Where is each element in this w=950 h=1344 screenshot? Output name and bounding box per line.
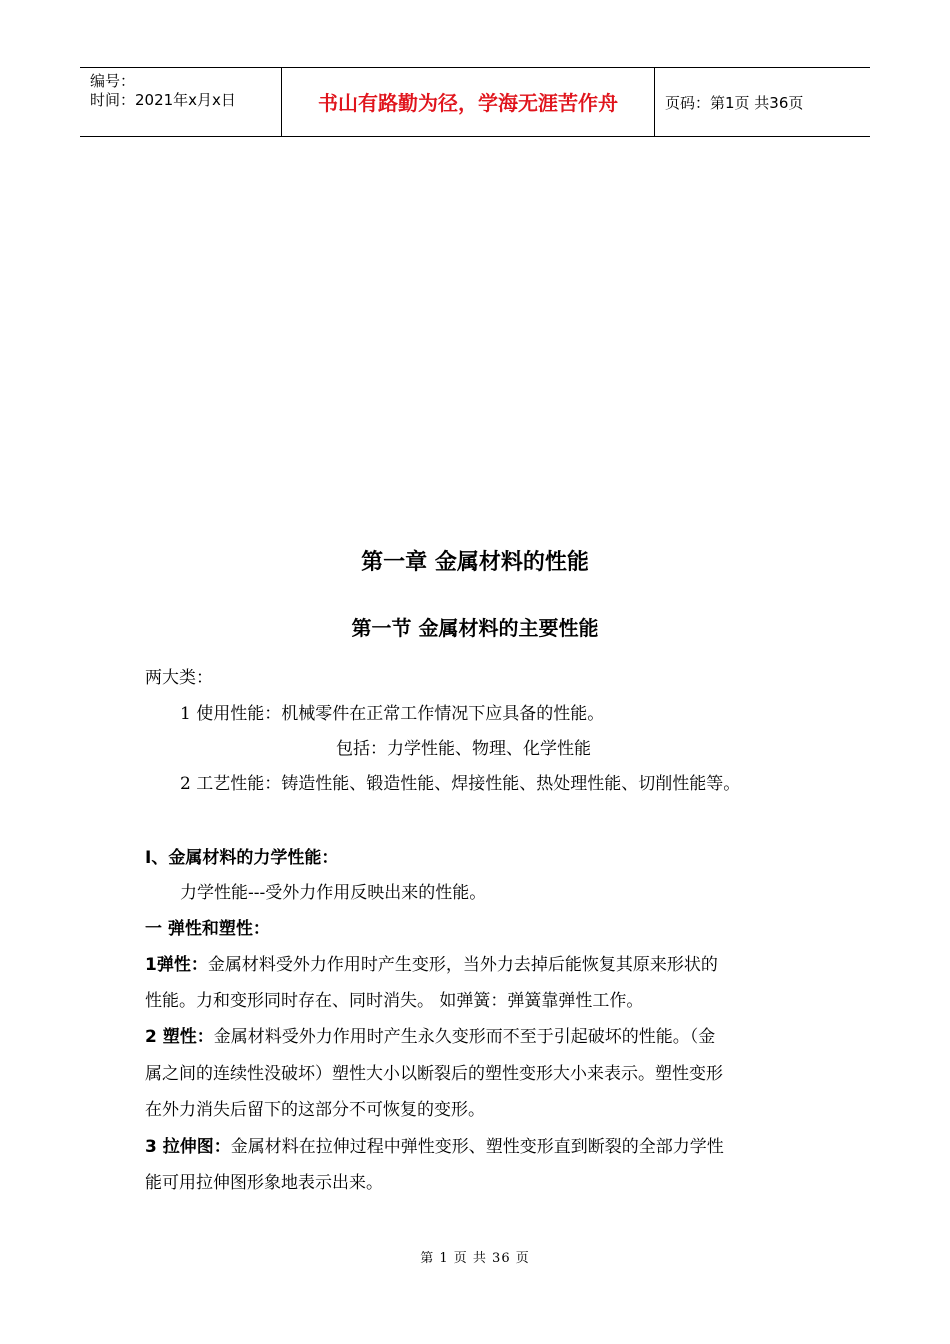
paragraph-line: [145, 1135, 724, 1159]
body-line: 2 工艺性能：铸造性能、锻造性能、焊接性能、热处理性能、切削性能等。: [180, 774, 741, 794]
paragraph-line: [145, 1025, 715, 1049]
document-date-label: 时间：2021年x月x日: [90, 91, 236, 109]
header-cell-motto: [282, 68, 655, 136]
term-label: 1弹性：: [145, 955, 208, 975]
body-line: 能可用拉伸图形象地表示出来。: [145, 1173, 383, 1193]
term-text: 金属材料在拉伸过程中弹性变形、塑性变形直到断裂的全部力学性: [230, 1137, 724, 1157]
term-label: 2 塑性：: [145, 1027, 214, 1047]
header-table: [80, 67, 870, 137]
header-page-label: 页码：第1页 共36页: [665, 94, 804, 112]
term-text: 金属材料受外力作用时产生变形，当外力去掉后能恢复其原来形状的: [207, 955, 718, 975]
body-line: 性能。力和变形同时存在、同时消失。 如弹簧：弹簧靠弹性工作。: [145, 991, 644, 1011]
body-line: 两大类：: [145, 668, 213, 688]
header-motto: 书山有路勤为径，学海无涯苦作舟: [318, 91, 618, 115]
term-text: 金属材料受外力作用时产生永久变形而不至于引起破坏的性能。（金: [213, 1027, 716, 1047]
document-number-label: 编号：: [90, 72, 136, 90]
header-cell-info: [80, 68, 282, 136]
body-line: 在外力消失后留下的这部分不可恢复的变形。: [145, 1100, 485, 1120]
body-line: 包括：力学性能、物理、化学性能: [336, 739, 591, 759]
subsection-heading: 一 弹性和塑性：: [145, 919, 270, 939]
subsection-heading: Ⅰ、金属材料的力学性能：: [145, 848, 339, 868]
body-line: 1 使用性能：机械零件在正常工作情况下应具备的性能。: [180, 704, 605, 724]
chapter-title: 第一章 金属材料的性能: [361, 550, 589, 575]
body-line: 属之间的连续性没破坏）塑性大小以断裂后的塑性变形大小来表示。塑性变形: [145, 1064, 723, 1084]
term-label: 3 拉伸图：: [145, 1137, 231, 1157]
page-footer: 第 1 页 共 36 页: [420, 1251, 530, 1266]
section-title: 第一节 金属材料的主要性能: [351, 616, 599, 640]
paragraph-line: [145, 953, 718, 977]
body-line: 力学性能---受外力作用反映出来的性能。: [180, 883, 487, 903]
header-cell-page: [655, 68, 870, 136]
